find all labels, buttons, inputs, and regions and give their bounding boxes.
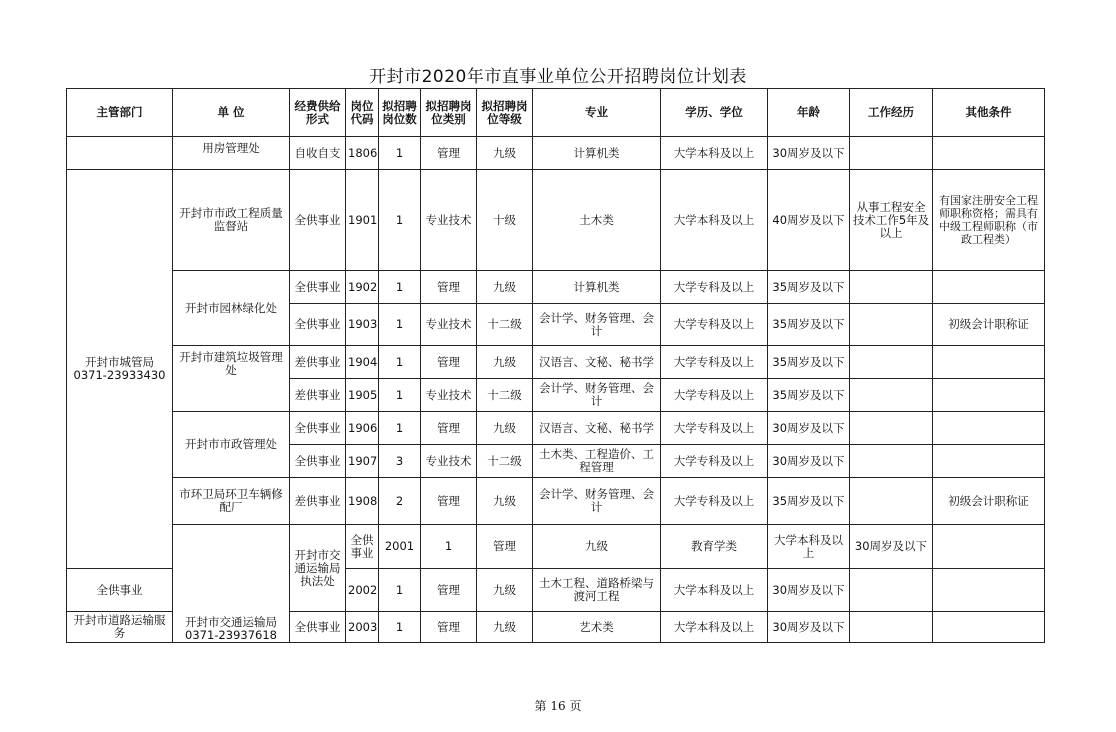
funding-cell: 自收自支 <box>290 137 346 170</box>
other-cell <box>933 346 1045 379</box>
header-dept: 主管部门 <box>67 89 173 137</box>
major-cell: 会计学、财务管理、会计 <box>533 478 661 525</box>
funding-cell: 全供事业 <box>290 271 346 304</box>
education-cell: 大学专科及以上 <box>661 445 768 478</box>
code-cell: 1908 <box>346 478 379 525</box>
funding-cell: 全供事业 <box>290 612 346 643</box>
unit-cell: 开封市市政管理处 <box>173 412 290 478</box>
experience-cell <box>850 379 933 412</box>
code-cell: 1904 <box>346 346 379 379</box>
major-cell: 计算机类 <box>533 137 661 170</box>
level-cell: 九级 <box>477 412 533 445</box>
other-cell <box>933 569 1045 612</box>
level-cell: 九级 <box>477 569 533 612</box>
header-funding: 经费供给形式 <box>290 89 346 137</box>
age-cell: 30周岁及以下 <box>768 612 850 643</box>
education-cell: 大学专科及以上 <box>661 346 768 379</box>
count-cell: 1 <box>421 525 477 569</box>
dept-name: 开封市城管局 <box>85 355 154 369</box>
other-cell <box>933 445 1045 478</box>
major-cell: 计算机类 <box>533 271 661 304</box>
table-row <box>67 170 1045 271</box>
major-cell: 土木类、工程造价、工程管理 <box>533 445 661 478</box>
category-cell: 管理 <box>421 612 477 643</box>
count-cell: 1 <box>379 304 421 346</box>
header-unit: 单 位 <box>173 89 290 137</box>
category-cell: 管理 <box>477 525 533 569</box>
category-cell: 专业技术 <box>421 379 477 412</box>
unit-cell: 开封市园林绿化处 <box>173 271 290 346</box>
header-count: 拟招聘岗位数 <box>379 89 421 137</box>
code-cell: 2001 <box>379 525 421 569</box>
major-cell: 艺术类 <box>533 612 661 643</box>
education-cell: 大学本科及以上 <box>661 612 768 643</box>
experience-cell <box>850 612 933 643</box>
major-cell: 汉语言、文秘、秘书学 <box>533 412 661 445</box>
unit-cell: 开封市市政工程质量监督站 <box>173 170 290 271</box>
level-cell: 九级 <box>477 271 533 304</box>
experience-cell: 从事工程安全技术工作5年及以上 <box>850 170 933 271</box>
count-cell: 1 <box>379 137 421 170</box>
header-age: 年龄 <box>768 89 850 137</box>
education-cell: 大学专科及以上 <box>661 412 768 445</box>
education-cell: 大学专科及以上 <box>661 478 768 525</box>
code-cell: 1806 <box>346 137 379 170</box>
category-cell: 管理 <box>421 478 477 525</box>
experience-cell <box>850 569 933 612</box>
header-code: 岗位代码 <box>346 89 379 137</box>
age-cell: 35周岁及以下 <box>768 271 850 304</box>
age-cell: 30周岁及以下 <box>768 569 850 612</box>
category-cell: 管理 <box>421 346 477 379</box>
other-cell <box>933 379 1045 412</box>
other-cell <box>933 412 1045 445</box>
header-category: 拟招聘岗位类别 <box>421 89 477 137</box>
level-cell: 九级 <box>477 612 533 643</box>
code-cell: 1907 <box>346 445 379 478</box>
level-cell: 十二级 <box>477 304 533 346</box>
funding-cell: 全供事业 <box>290 445 346 478</box>
unit-cell: 开封市建筑垃圾管理处 <box>173 346 290 412</box>
code-cell: 1901 <box>346 170 379 271</box>
funding-cell: 差供事业 <box>290 346 346 379</box>
table-row <box>67 525 1045 569</box>
age-cell: 40周岁及以下 <box>768 170 850 271</box>
unit-cell: 用房管理处 <box>173 137 290 170</box>
table-row <box>67 346 1045 379</box>
funding-cell: 全供事业 <box>290 304 346 346</box>
experience-cell <box>850 137 933 170</box>
count-cell: 1 <box>379 346 421 379</box>
category-cell: 专业技术 <box>421 445 477 478</box>
major-cell: 汉语言、文秘、秘书学 <box>533 346 661 379</box>
header-level: 拟招聘岗位等级 <box>477 89 533 137</box>
experience-cell <box>850 346 933 379</box>
age-cell: 30周岁及以下 <box>768 412 850 445</box>
unit-cell: 市环卫局环卫车辆修配厂 <box>173 478 290 525</box>
category-cell: 管理 <box>421 569 477 612</box>
unit-cell: 开封市道路运输服务 <box>67 612 173 643</box>
page-title: 开封市2020年市直事业单位公开招聘岗位计划表 <box>369 67 747 87</box>
age-cell: 30周岁及以下 <box>850 525 933 569</box>
age-cell: 35周岁及以下 <box>768 346 850 379</box>
level-cell: 十级 <box>477 170 533 271</box>
other-cell: 初级会计职称证 <box>933 478 1045 525</box>
table-row <box>67 137 1045 170</box>
major-cell: 土木类 <box>533 170 661 271</box>
experience-cell <box>933 525 1045 569</box>
education-cell: 大学本科及以上 <box>661 137 768 170</box>
age-cell: 35周岁及以下 <box>768 304 850 346</box>
code-cell: 2002 <box>346 569 379 612</box>
experience-cell <box>850 445 933 478</box>
education-cell: 大学本科及以上 <box>661 569 768 612</box>
dept-cell <box>67 170 173 569</box>
age-cell: 35周岁及以下 <box>768 379 850 412</box>
code-cell: 2003 <box>346 612 379 643</box>
code-cell: 1902 <box>346 271 379 304</box>
other-cell <box>933 612 1045 643</box>
age-cell: 30周岁及以下 <box>768 137 850 170</box>
level-cell: 十二级 <box>477 379 533 412</box>
dept-name: 开封市交通运输局 <box>185 615 277 629</box>
level-cell: 九级 <box>533 525 661 569</box>
level-cell: 九级 <box>477 137 533 170</box>
funding-cell: 全供事业 <box>290 412 346 445</box>
page-number: 第 16 页 <box>534 699 582 713</box>
age-cell: 30周岁及以下 <box>768 445 850 478</box>
header-education: 学历、学位 <box>661 89 768 137</box>
count-cell: 1 <box>379 379 421 412</box>
header-row <box>67 89 1045 137</box>
education-cell: 大学专科及以上 <box>661 271 768 304</box>
count-cell: 1 <box>379 569 421 612</box>
funding-cell: 全供事业 <box>67 569 173 612</box>
count-cell: 1 <box>379 612 421 643</box>
category-cell: 专业技术 <box>421 170 477 271</box>
category-cell: 管理 <box>421 412 477 445</box>
table-row <box>67 412 1045 445</box>
major-cell: 会计学、财务管理、会计 <box>533 379 661 412</box>
header-major: 专业 <box>533 89 661 137</box>
major-cell: 会计学、财务管理、会计 <box>533 304 661 346</box>
other-cell: 有国家注册安全工程师职称资格；需具有中级工程师职称（市政工程类） <box>933 170 1045 271</box>
level-cell: 九级 <box>477 478 533 525</box>
unit-cell: 开封市交通运输局执法处 <box>290 525 346 612</box>
category-cell: 管理 <box>421 137 477 170</box>
code-cell: 1903 <box>346 304 379 346</box>
dept-phone: 0371-23937618 <box>185 628 277 642</box>
education-cell: 大学专科及以上 <box>661 304 768 346</box>
experience-cell <box>850 271 933 304</box>
level-cell: 九级 <box>477 346 533 379</box>
funding-cell: 全供事业 <box>290 170 346 271</box>
age-cell: 35周岁及以下 <box>768 478 850 525</box>
dept-phone: 0371-23933430 <box>73 368 166 382</box>
experience-cell <box>850 412 933 445</box>
header-other: 其他条件 <box>933 89 1045 137</box>
funding-cell: 差供事业 <box>290 379 346 412</box>
count-cell: 1 <box>379 170 421 271</box>
funding-cell: 差供事业 <box>290 478 346 525</box>
education-cell: 大学本科及以上 <box>768 525 850 569</box>
table-row <box>67 478 1045 525</box>
experience-cell <box>850 478 933 525</box>
header-experience: 工作经历 <box>850 89 933 137</box>
recruitment-table <box>66 88 1045 643</box>
major-cell: 土木工程、道路桥梁与渡河工程 <box>533 569 661 612</box>
other-cell <box>933 271 1045 304</box>
other-cell: 初级会计职称证 <box>933 304 1045 346</box>
count-cell: 1 <box>379 412 421 445</box>
count-cell: 3 <box>379 445 421 478</box>
other-cell <box>933 137 1045 170</box>
category-cell: 专业技术 <box>421 304 477 346</box>
education-cell: 大学专科及以上 <box>661 379 768 412</box>
experience-cell <box>850 304 933 346</box>
dept-cell <box>173 525 290 643</box>
category-cell: 管理 <box>421 271 477 304</box>
education-cell: 大学本科及以上 <box>661 170 768 271</box>
code-cell: 1905 <box>346 379 379 412</box>
level-cell: 十二级 <box>477 445 533 478</box>
major-cell: 教育学类 <box>661 525 768 569</box>
funding-cell: 全供事业 <box>346 525 379 569</box>
count-cell: 1 <box>379 271 421 304</box>
dept-cell <box>67 137 173 170</box>
count-cell: 2 <box>379 478 421 525</box>
table-row <box>67 271 1045 304</box>
code-cell: 1906 <box>346 412 379 445</box>
